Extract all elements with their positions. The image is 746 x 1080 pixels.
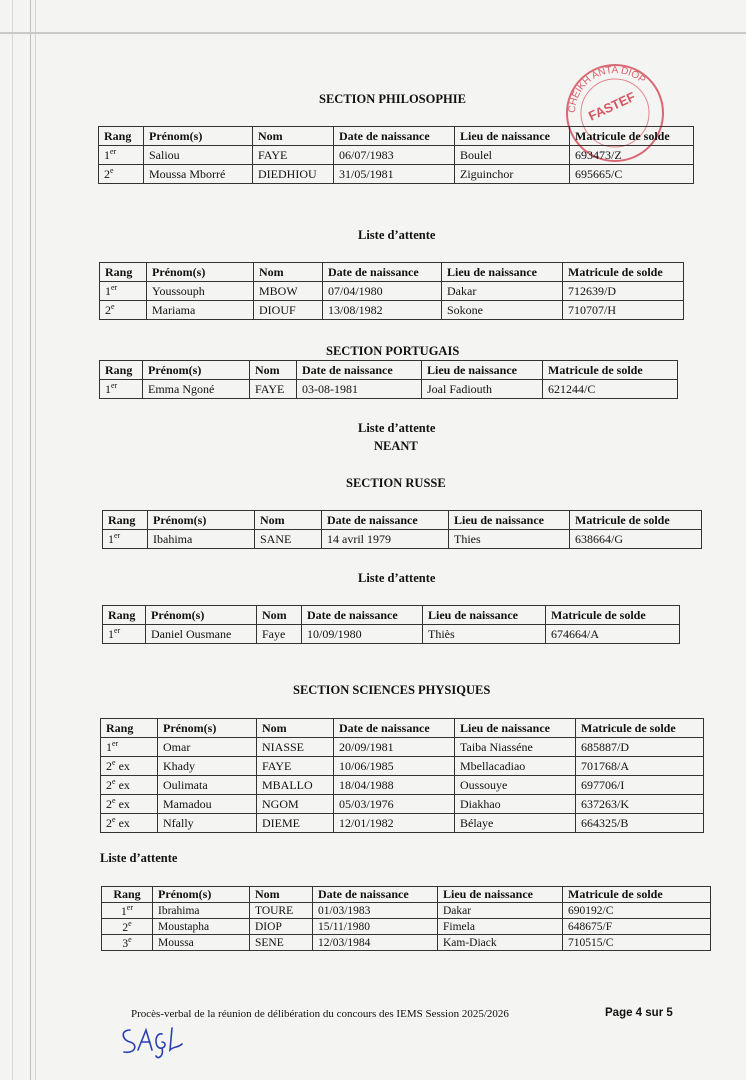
table-header-cell: Nom: [257, 719, 334, 738]
table-cell: TOURE: [250, 903, 313, 919]
table-cell: SENE: [250, 935, 313, 951]
table-cell: 01/03/1983: [313, 903, 438, 919]
table-header-cell: Prénom(s): [148, 511, 255, 530]
table-row: [99, 146, 694, 165]
table-cell: 05/03/1976: [334, 795, 455, 814]
table-header-cell: Nom: [250, 361, 297, 380]
table-cell: 664325/B: [576, 814, 704, 833]
table-philosophie: [98, 126, 694, 184]
table-cell: 701768/A: [576, 757, 704, 776]
table-cell: Sokone: [442, 301, 563, 320]
table-cell: 1er: [103, 530, 148, 549]
table-header-cell: Rang: [100, 361, 143, 380]
table-header-cell: Nom: [254, 263, 323, 282]
table-cell: 1er: [103, 625, 146, 644]
table-cell: Bélaye: [455, 814, 576, 833]
table-cell: 712639/D: [563, 282, 684, 301]
table-cell: 2e ex: [101, 795, 158, 814]
stamp-text-top: CHEIKH ANTA DIOP: [566, 64, 648, 114]
table-header-cell: Rang: [102, 887, 153, 903]
table-cell: 03-08-1981: [297, 380, 422, 399]
table-cell: 2e ex: [101, 757, 158, 776]
table-cell: 695665/C: [570, 165, 694, 184]
table-header-cell: Nom: [250, 887, 313, 903]
table-header-cell: Nom: [255, 511, 322, 530]
table-cell: Thiès: [423, 625, 546, 644]
table-cell: Omar: [158, 738, 257, 757]
table-row: [103, 625, 680, 644]
table-row: [102, 903, 711, 919]
table-row: [100, 301, 684, 320]
table-header-cell: Lieu de naissance: [422, 361, 543, 380]
table-cell: Ibahima: [148, 530, 255, 549]
table-header-cell: Lieu de naissance: [442, 263, 563, 282]
table-cell: FAYE: [250, 380, 297, 399]
col-prenom: Prénom(s): [144, 127, 253, 146]
stamp-text-mid: FASTEF: [586, 88, 638, 124]
table-cell: Faye: [257, 625, 302, 644]
table-cell: 1er: [100, 282, 147, 301]
page-number: Page 4 sur 5: [605, 1007, 673, 1019]
table-row: [100, 380, 678, 399]
table-cell: 15/11/1980: [313, 919, 438, 935]
table-row: [100, 282, 684, 301]
section-title-philosophie: SECTION PHILOSOPHIE: [319, 92, 466, 106]
table-cell: 2e ex: [101, 814, 158, 833]
page-top-edge: [0, 32, 746, 34]
col-nom: Nom: [253, 127, 334, 146]
table-header-cell: Prénom(s): [146, 606, 257, 625]
table-cell: Joal Fadiouth: [422, 380, 543, 399]
table-cell: DIEDHIOU: [253, 165, 334, 184]
table-cell: Oussouye: [455, 776, 576, 795]
table-header-row: [99, 127, 694, 146]
table-cell: SANE: [255, 530, 322, 549]
table-header-cell: Matricule de solde: [570, 511, 702, 530]
waitlist-title-sciences-physiques: Liste d’attente: [100, 851, 178, 865]
table-header-row: [103, 606, 680, 625]
table-header-row: [101, 719, 704, 738]
table-cell: NGOM: [257, 795, 334, 814]
handwritten-signature: [118, 1020, 188, 1060]
table-header-cell: Date de naissance: [302, 606, 423, 625]
table-header-cell: Nom: [257, 606, 302, 625]
table-header-cell: Rang: [103, 511, 148, 530]
table-waitlist-russe: [102, 605, 680, 644]
table-cell: 685887/D: [576, 738, 704, 757]
table-cell: DIOP: [250, 919, 313, 935]
table-cell: DIOUF: [254, 301, 323, 320]
table-row: [101, 795, 704, 814]
table-row: [103, 530, 702, 549]
table-header-cell: Prénom(s): [147, 263, 254, 282]
table-cell: Ibrahima: [153, 903, 250, 919]
table-header-cell: Lieu de naissance: [455, 719, 576, 738]
waitlist-title-portugais: Liste d’attente: [358, 421, 436, 435]
table-cell: FAYE: [257, 757, 334, 776]
waitlist-title-philosophie: Liste d’attente: [358, 228, 436, 242]
col-rang: Rang: [99, 127, 144, 146]
table-header-row: [102, 887, 711, 903]
footer-text: Procès-verbal de la réunion de délibération du concours des IEMS Session 2025/2026: [131, 1008, 509, 1020]
table-cell: 693473/Z: [570, 146, 694, 165]
table-portugais: [99, 360, 678, 399]
table-header-row: [100, 263, 684, 282]
table-cell: 13/08/1982: [323, 301, 442, 320]
table-cell: Diakhao: [455, 795, 576, 814]
table-cell: 638664/G: [570, 530, 702, 549]
table-cell: NIASSE: [257, 738, 334, 757]
table-cell: 621244/C: [543, 380, 678, 399]
page-binding-edge: [30, 0, 36, 1080]
table-cell: 10/09/1980: [302, 625, 423, 644]
table-cell: 06/07/1983: [334, 146, 455, 165]
table-cell: Daniel Ousmane: [146, 625, 257, 644]
table-cell: 690192/C: [563, 903, 711, 919]
table-cell: Fimela: [438, 919, 563, 935]
section-title-russe: SECTION RUSSE: [346, 476, 446, 490]
table-row: [101, 738, 704, 757]
table-cell: 674664/A: [546, 625, 680, 644]
table-cell: MBOW: [254, 282, 323, 301]
table-cell: Khady: [158, 757, 257, 776]
table-header-cell: Date de naissance: [323, 263, 442, 282]
table-header-row: [103, 511, 702, 530]
table-row: [101, 814, 704, 833]
table-header-cell: Rang: [103, 606, 146, 625]
table-cell: Oulimata: [158, 776, 257, 795]
table-cell: 648675/F: [563, 919, 711, 935]
table-cell: 710515/C: [563, 935, 711, 951]
table-header-cell: Matricule de solde: [543, 361, 678, 380]
table-cell: DIEME: [257, 814, 334, 833]
waitlist-neant-portugais: NEANT: [374, 439, 418, 453]
table-cell: MBALLO: [257, 776, 334, 795]
table-header-cell: Lieu de naissance: [438, 887, 563, 903]
table-header-cell: Matricule de solde: [563, 263, 684, 282]
table-row: [102, 935, 711, 951]
table-cell: 20/09/1981: [334, 738, 455, 757]
table-russe: [102, 510, 702, 549]
table-row: [101, 757, 704, 776]
table-row: [101, 776, 704, 795]
table-cell: Mbellacadiao: [455, 757, 576, 776]
table-cell: Ziguinchor: [455, 165, 570, 184]
table-cell: Taiba Niasséne: [455, 738, 576, 757]
table-cell: 2e ex: [101, 776, 158, 795]
table-cell: Dakar: [442, 282, 563, 301]
table-cell: 1er: [100, 380, 143, 399]
table-cell: 12/01/1982: [334, 814, 455, 833]
table-cell: 637263/K: [576, 795, 704, 814]
table-header-cell: Date de naissance: [297, 361, 422, 380]
table-cell: Youssouph: [147, 282, 254, 301]
table-header-cell: Lieu de naissance: [449, 511, 570, 530]
table-header-cell: Date de naissance: [322, 511, 449, 530]
col-matricule: Matricule de solde: [570, 127, 694, 146]
table-header-cell: Rang: [100, 263, 147, 282]
table-cell: 1er: [99, 146, 144, 165]
table-cell: 1er: [101, 738, 158, 757]
table-header-cell: Matricule de solde: [576, 719, 704, 738]
col-date: Date de naissance: [334, 127, 455, 146]
table-waitlist-sciences-physiques: [101, 886, 711, 951]
table-cell: Boulel: [455, 146, 570, 165]
table-cell: Moussa Mborré: [144, 165, 253, 184]
page-edge: [12, 0, 13, 1080]
table-row: [102, 919, 711, 935]
table-cell: 697706/I: [576, 776, 704, 795]
table-header-cell: Prénom(s): [143, 361, 250, 380]
table-cell: Mamadou: [158, 795, 257, 814]
section-title-portugais: SECTION PORTUGAIS: [326, 344, 460, 358]
table-cell: Dakar: [438, 903, 563, 919]
table-cell: Thies: [449, 530, 570, 549]
table-cell: 12/03/1984: [313, 935, 438, 951]
table-header-cell: Prénom(s): [158, 719, 257, 738]
section-title-sciences-physiques: SECTION SCIENCES PHYSIQUES: [293, 683, 491, 697]
table-cell: 18/04/1988: [334, 776, 455, 795]
table-cell: Moustapha: [153, 919, 250, 935]
table-header-cell: Matricule de solde: [563, 887, 711, 903]
table-cell: Mariama: [147, 301, 254, 320]
col-lieu: Lieu de naissance: [455, 127, 570, 146]
table-cell: 2e: [100, 301, 147, 320]
table-sciences-physiques: [100, 718, 704, 833]
table-cell: Kam-Diack: [438, 935, 563, 951]
table-cell: FAYE: [253, 146, 334, 165]
table-header-cell: Date de naissance: [334, 719, 455, 738]
table-header-cell: Date de naissance: [313, 887, 438, 903]
table-cell: 10/06/1985: [334, 757, 455, 776]
waitlist-title-russe: Liste d’attente: [358, 571, 436, 585]
table-header-row: [100, 361, 678, 380]
table-header-cell: Matricule de solde: [546, 606, 680, 625]
table-cell: Emma Ngoné: [143, 380, 250, 399]
table-cell: 1er: [102, 903, 153, 919]
table-cell: Saliou: [144, 146, 253, 165]
table-cell: 2e: [99, 165, 144, 184]
table-cell: 3e: [102, 935, 153, 951]
table-header-cell: Lieu de naissance: [423, 606, 546, 625]
table-cell: 14 avril 1979: [322, 530, 449, 549]
table-cell: Nfally: [158, 814, 257, 833]
table-cell: 31/05/1981: [334, 165, 455, 184]
table-cell: 07/04/1980: [323, 282, 442, 301]
table-header-cell: Rang: [101, 719, 158, 738]
table-header-cell: Prénom(s): [153, 887, 250, 903]
table-row: [99, 165, 694, 184]
table-cell: 2e: [102, 919, 153, 935]
table-cell: 710707/H: [563, 301, 684, 320]
table-waitlist-philosophie: [99, 262, 684, 320]
table-cell: Moussa: [153, 935, 250, 951]
